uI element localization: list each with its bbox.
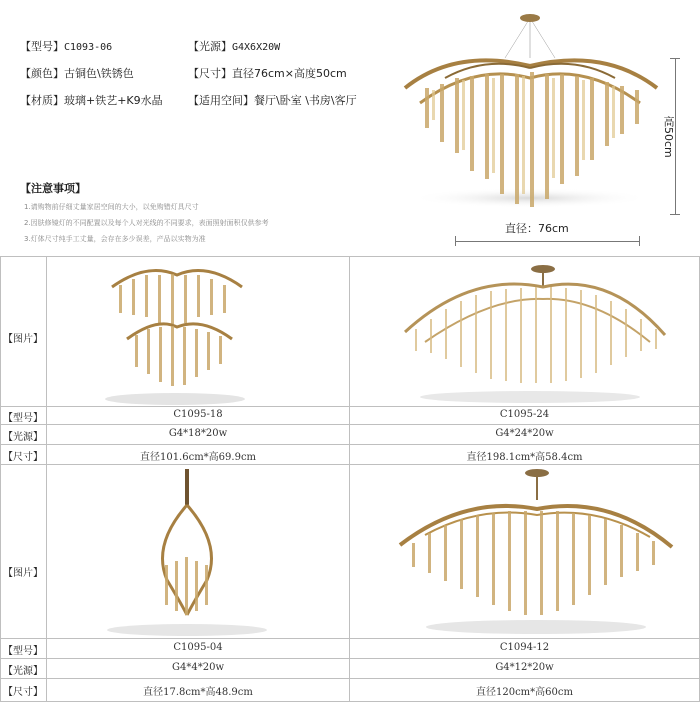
spec-size-label: 【尺寸】 — [188, 67, 232, 80]
spec-light-label: 【光源】 — [188, 40, 232, 53]
row-label-size: 【尺寸】 — [3, 452, 43, 463]
product-size-value: 直径101.6cm*高69.9cm — [139, 452, 257, 463]
spec-space — [188, 92, 357, 108]
spec-material-label: 【材质】 — [20, 94, 64, 107]
table-line — [0, 424, 700, 425]
spec-color-label: 【颜色】 — [20, 67, 64, 80]
height-dimension-tick-top — [670, 58, 680, 59]
product-table — [0, 256, 700, 702]
height-dimension-label: 高50cm — [662, 116, 675, 158]
diameter-dimension-tick-right — [639, 236, 640, 246]
diameter-dimension-label: 直径：76cm — [505, 222, 569, 235]
table-line — [0, 638, 700, 639]
row-label-picture: 【图片】 — [3, 568, 43, 579]
product-size-value: 直径120cm*高60cm — [476, 687, 573, 698]
product-image-c1094-12 — [350, 465, 699, 638]
spec-size — [188, 65, 347, 81]
hero-chandelier-image — [395, 8, 665, 208]
product-light-value: G4*4*20w — [172, 662, 224, 673]
table-line — [0, 678, 700, 679]
row-label-size: 【尺寸】 — [3, 687, 43, 698]
product-image-c1095-18 — [47, 257, 349, 406]
spec-material-value: 玻璃+铁艺+K9水晶 — [64, 94, 163, 107]
spec-color — [20, 65, 134, 81]
row-label-model: 【型号】 — [3, 413, 43, 424]
row-label-model: 【型号】 — [3, 646, 43, 657]
spec-color-value: 古铜色\铁锈色 — [64, 67, 134, 80]
spec-model-value: C1093-06 — [64, 42, 113, 53]
product-size-value: 直径17.8cm*高48.9cm — [143, 687, 253, 698]
table-line — [0, 406, 700, 407]
diameter-dimension-tick-left — [455, 236, 456, 246]
note-item-1: 1.请购物前仔细丈量家居空间的大小，以免购错灯具尺寸 — [24, 203, 199, 211]
product-model-value: C1094-12 — [499, 642, 550, 653]
product-image-c1095-04 — [47, 465, 349, 638]
table-line — [0, 658, 700, 659]
note-item-2: 2.因肤修镜灯的不同配置以及每个人对光线的不同要求，表面照射面积仅供参考 — [24, 219, 269, 227]
row-label-light: 【光源】 — [3, 666, 43, 677]
product-model-value: C1095-18 — [173, 409, 223, 420]
diameter-dimension-line — [455, 241, 639, 242]
product-model-value: C1095-24 — [499, 409, 550, 420]
table-line — [0, 256, 1, 702]
product-light-value: G4*12*20w — [495, 662, 554, 673]
product-image-c1095-24 — [350, 257, 699, 406]
product-model-value: C1095-04 — [173, 642, 223, 653]
spec-model-label: 【型号】 — [20, 40, 64, 53]
product-light-value: G4*24*20w — [495, 428, 554, 439]
spec-model — [20, 38, 112, 54]
product-size-value: 直径198.1cm*高58.4cm — [466, 452, 583, 463]
spec-space-label: 【适用空间】 — [188, 94, 254, 107]
table-line — [0, 444, 700, 445]
row-label-picture: 【图片】 — [3, 334, 43, 345]
spec-material — [20, 92, 163, 108]
product-light-value: G4*18*20w — [168, 428, 228, 439]
height-dimension-tick-bottom — [670, 214, 680, 215]
note-item-3: 3.灯体尺寸纯手工丈量，会存在多少误差，产品以实物为准 — [24, 235, 206, 243]
row-label-light: 【光源】 — [3, 432, 43, 443]
spec-light — [188, 38, 280, 54]
spec-size-value: 直径76cm×高度50cm — [232, 67, 347, 80]
spec-light-value: G4X6X20W — [232, 42, 281, 53]
spec-space-value: 餐厅\卧室 \书房\客厅 — [254, 94, 357, 107]
notes-title: 【注意事项】 — [20, 182, 86, 195]
